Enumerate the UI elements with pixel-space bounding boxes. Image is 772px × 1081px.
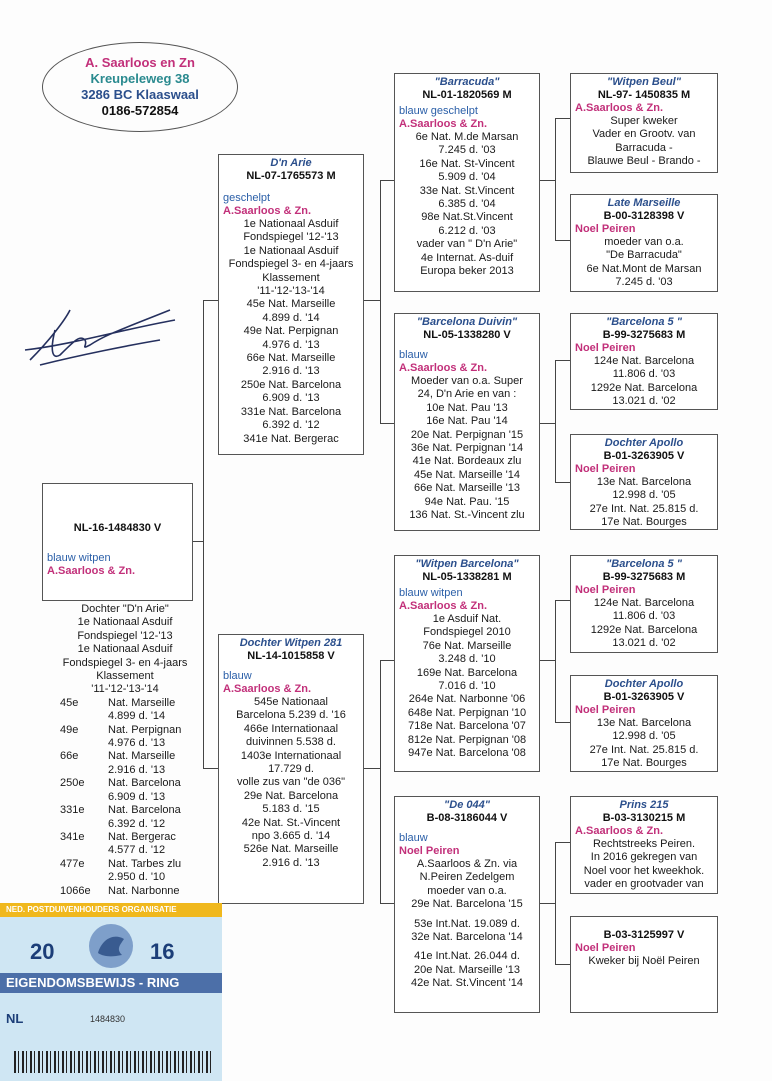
mm-title: "De 044": [444, 799, 490, 811]
mf-color: blauw witpen: [399, 587, 463, 599]
pigeon-notes: [40, 603, 210, 898]
owner-city: 3286 BC Klaaswaal: [81, 87, 199, 102]
result-row: 2.950 d. '10: [108, 871, 166, 884]
note-line: 1e Nationaal Asduif: [77, 643, 173, 656]
fmm-breeder: Noel Peiren: [575, 463, 636, 475]
fm-lines: Moeder van o.a. Super 24, D'n Arie en van : 10e Nat. Pau '13 16e Nat. Pau '14 20e Nat. Perpignan '15 36e Nat. Perpignan '14 41e Nat. Bordeaux zlu 45e Nat. Marseille '14 66e Nat. Marseille '13 94e Nat. Pau. '15 136 Nat. St.-Vincent zlu: [409, 375, 525, 522]
connector: [555, 118, 570, 119]
result-row: 6.392 d. '12: [108, 817, 166, 830]
result-row: 341e Nat. Bergerac: [60, 830, 176, 843]
mf-title: "Witpen Barcelona": [415, 558, 519, 570]
pigeon-breeder: A.Saarloos & Zn.: [47, 565, 136, 577]
fmm-title: Dochter Apollo: [604, 437, 684, 449]
mm-lines: A.Saarloos & Zn. via N.Peiren Zedelgem moeder van o.a. 29e Nat. Barcelona '15 53e Int.Nat. 19.089 d. 32e Nat. Barcelona '14 41e Int.Nat. 26.044 d. 20e Nat. Marseille '13 42e Nat. St.Vincent '14: [411, 858, 523, 990]
mmf-breeder: A.Saarloos & Zn.: [575, 825, 664, 837]
fff-title: "Witpen Beul": [607, 76, 681, 88]
mmf-card: [570, 796, 718, 894]
mfm-title: Dochter Apollo: [604, 678, 684, 690]
mm-color: blauw: [399, 832, 428, 844]
mm-ring: B-08-3186044 V: [426, 812, 508, 824]
mfm-lines: 13e Nat. Barcelona 12.998 d. '05 27e Int. Nat. 25.815 d. 17e Nat. Bourges: [589, 717, 699, 770]
mff-breeder: Noel Peiren: [575, 584, 636, 596]
connector: [380, 423, 394, 424]
owner-address: [42, 42, 238, 132]
note-line: Fondspiegel '12-'13: [77, 629, 173, 642]
note-line: Fondspiegel 3- en 4-jaars: [62, 656, 188, 669]
result-row: 1066e Nat. Narbonne: [60, 884, 180, 897]
result-row: 331e Nat. Barcelona: [60, 804, 181, 817]
ff-color: blauw geschelpt: [399, 105, 478, 117]
fmm-card: [570, 434, 718, 530]
mother-title: Dochter Witpen 281: [239, 637, 343, 649]
result-row: 4.976 d. '13: [108, 737, 166, 750]
connector: [555, 360, 556, 482]
pigeon-color: blauw witpen: [47, 552, 111, 564]
ff-title: "Barracuda": [434, 76, 500, 88]
note-line: '11-'12-'13-'14: [91, 683, 159, 696]
connector: [540, 660, 555, 661]
ffm-lines: moeder van o.a. "De Barracuda" 6e Nat.Mont de Marsan 7.245 d. '03: [586, 236, 702, 289]
fff-breeder: A.Saarloos & Zn.: [575, 102, 664, 114]
connector: [540, 903, 555, 904]
connector: [555, 600, 556, 722]
father-lines: 1e Nationaal Asduif Fondspiegel '12-'13 1e Nationaal Asduif Fondspiegel 3- en 4-jaars Klassement '11-'12-'13-'14 45e Nat. Marseille 4.899 d. '14 49e Nat. Perpignan 4.976 d. '13 66e Nat. Marseille 2.916 d. '13 250e Nat. Barcelona 6.909 d. '13 331e Nat. Barcelona 6.392 d. '12 341e Nat. Bergerac: [228, 218, 354, 445]
mmm-card: [570, 916, 718, 1013]
connector: [380, 660, 381, 903]
connector: [203, 300, 218, 301]
card-year-a: 20: [30, 939, 55, 964]
connector: [540, 423, 555, 424]
pigeon-card: [42, 483, 193, 601]
mmm-breeder: Noel Peiren: [575, 942, 636, 954]
fm-ring: NL-05-1338280 V: [423, 329, 511, 341]
card-number: 1484830: [90, 1014, 126, 1024]
fff-ring: NL-97- 1450835 M: [597, 89, 691, 101]
connector: [555, 240, 570, 241]
connector: [555, 118, 556, 240]
mf-breeder: A.Saarloos & Zn.: [399, 600, 488, 612]
ffm-card: [570, 194, 718, 292]
note-line: 1e Nationaal Asduif: [77, 616, 173, 629]
fmm-ring: B-01-3263905 V: [603, 450, 685, 462]
result-row: 4.577 d. '12: [108, 844, 166, 857]
mother-lines: 545e Nationaal Barcelona 5.239 d. '16 466e Internationaal duivinnen 5.538 d. 1403e Internationaal 17.729 d. volle zus van "de 036" 29e Nat. Barcelona 5.183 d. '15 42e Nat. St.-Vincent npo 3.665 d. '14 526e Nat. Marseille 2.916 d. '13: [236, 696, 346, 869]
connector: [193, 541, 203, 542]
ff-card: [394, 73, 540, 292]
mf-lines: 1e Asduif Nat. Fondspiegel 2010 76e Nat. Marseille 3.248 d. '10 169e Nat. Barcelona 7.016 d. '10 264e Nat. Narbonne '06 648e Nat. Perpignan '10 718e Nat. Barcelona '07 812e Nat. Perpignan '08 947e Nat. Barcelona '08: [407, 613, 527, 760]
fmf-lines: 124e Nat. Barcelona 11.806 d. '03 1292e Nat. Barcelona 13.021 d. '02: [590, 355, 698, 408]
connector: [555, 842, 570, 843]
result-row: 477e Nat. Tarbes zlu: [60, 857, 182, 870]
fmm-lines: 13e Nat. Barcelona 12.998 d. '05 27e Int. Nat. 25.815 d. 17e Nat. Bourges: [589, 476, 699, 529]
mmf-lines: Rechtstreeks Peiren. In 2016 gekregen van Noel voor het kweekhok. vader en grootvader van: [583, 838, 705, 891]
owner-name: A. Saarloos en Zn: [85, 55, 195, 70]
mff-ring: B-99-3275683 M: [602, 571, 686, 583]
connector: [555, 360, 570, 361]
lion-emblem-icon: [86, 921, 136, 971]
mm-breeder: Noel Peiren: [399, 845, 460, 857]
note-line: Dochter "D'n Arie": [81, 603, 169, 615]
mff-lines: 124e Nat. Barcelona 11.806 d. '03 1292e Nat. Barcelona 13.021 d. '02: [590, 597, 698, 650]
connector: [380, 660, 394, 661]
fmf-ring: B-99-3275683 M: [602, 329, 686, 341]
ffm-title: Late Marseille: [607, 197, 681, 209]
mother-ring: NL-14-1015858 V: [247, 650, 335, 662]
fmf-card: [570, 313, 718, 410]
father-breeder: A.Saarloos & Zn.: [223, 205, 312, 217]
ffm-breeder: Noel Peiren: [575, 223, 636, 235]
ff-ring: NL-01-1820569 M: [422, 89, 512, 101]
fm-breeder: A.Saarloos & Zn.: [399, 362, 488, 374]
mother-breeder: A.Saarloos & Zn.: [223, 683, 312, 695]
barcode-icon: [14, 1051, 214, 1073]
connector: [555, 722, 570, 723]
ownership-card: [0, 903, 222, 1081]
connector: [364, 300, 380, 301]
mmf-title: Prins 215: [619, 799, 669, 811]
connector: [540, 180, 555, 181]
pigeon-ring: NL-16-1484830 V: [73, 522, 162, 534]
ff-lines: 6e Nat. M.de Marsan 7.245 d. '03 16e Nat. St-Vincent 5.909 d. '04 33e Nat. St.Vincent 6.385 d. '04 98e Nat.St.Vincent 6.212 d. '03 vader van " D'n Arie" 4e Internat. As-duif Europa beker 2013: [415, 131, 519, 278]
connector: [380, 180, 381, 423]
result-row: 250e Nat. Barcelona: [60, 777, 181, 790]
mmm-lines: Kweker bij Noël Peiren: [588, 955, 700, 967]
signature-icon: [10, 300, 180, 380]
result-row: 66e Nat. Marseille: [60, 750, 176, 763]
owner-phone: 0186-572854: [101, 103, 179, 118]
result-row: 49e Nat. Perpignan: [60, 723, 182, 736]
connector: [555, 600, 570, 601]
mfm-card: [570, 675, 718, 772]
ff-breeder: A.Saarloos & Zn.: [399, 118, 488, 130]
fmf-breeder: Noel Peiren: [575, 342, 636, 354]
mff-title: "Barcelona 5 ": [606, 558, 682, 570]
result-row: 2.916 d. '13: [108, 763, 166, 776]
note-line: Klassement: [96, 670, 154, 683]
fff-lines: Super kweker Vader en Grootv. van Barracuda - Blauwe Beul - Brando -: [587, 115, 701, 168]
father-title: D'n Arie: [270, 157, 312, 169]
connector: [555, 482, 570, 483]
mm-card: [394, 796, 540, 1013]
fff-card: [570, 73, 718, 173]
result-row: 45e Nat. Marseille: [60, 696, 176, 709]
card-org: NED. POSTDUIVENHOUDERS ORGANISATIE: [0, 903, 222, 917]
connector: [555, 842, 556, 964]
mother-card: [218, 634, 364, 904]
card-label: EIGENDOMSBEWIJS - RING: [0, 973, 222, 993]
mff-card: [570, 555, 718, 653]
mf-ring: NL-05-1338281 M: [422, 571, 512, 583]
connector: [555, 964, 570, 965]
mmm-ring: B-03-3125997 V: [603, 929, 685, 941]
mf-card: [394, 555, 540, 772]
father-color: geschelpt: [223, 192, 271, 204]
fm-title: "Barcelona Duivin": [416, 316, 518, 328]
mother-color: blauw: [223, 670, 252, 682]
owner-street: Kreupeleweg 38: [90, 71, 190, 86]
card-year-b: 16: [150, 939, 175, 964]
connector: [364, 768, 380, 769]
mfm-breeder: Noel Peiren: [575, 704, 636, 716]
result-row: 6.909 d. '13: [108, 790, 166, 803]
fm-card: [394, 313, 540, 531]
fm-color: blauw: [399, 349, 428, 361]
father-ring: NL-07-1765573 M: [246, 170, 336, 182]
card-country: NL: [6, 1011, 24, 1026]
connector: [380, 180, 394, 181]
mmf-ring: B-03-3130215 M: [602, 812, 686, 824]
result-row: 4.899 d. '14: [108, 710, 166, 723]
fmf-title: "Barcelona 5 ": [606, 316, 682, 328]
ffm-ring: B-00-3128398 V: [603, 210, 685, 222]
father-card: [218, 154, 364, 455]
mfm-ring: B-01-3263905 V: [603, 691, 685, 703]
connector: [380, 903, 394, 904]
